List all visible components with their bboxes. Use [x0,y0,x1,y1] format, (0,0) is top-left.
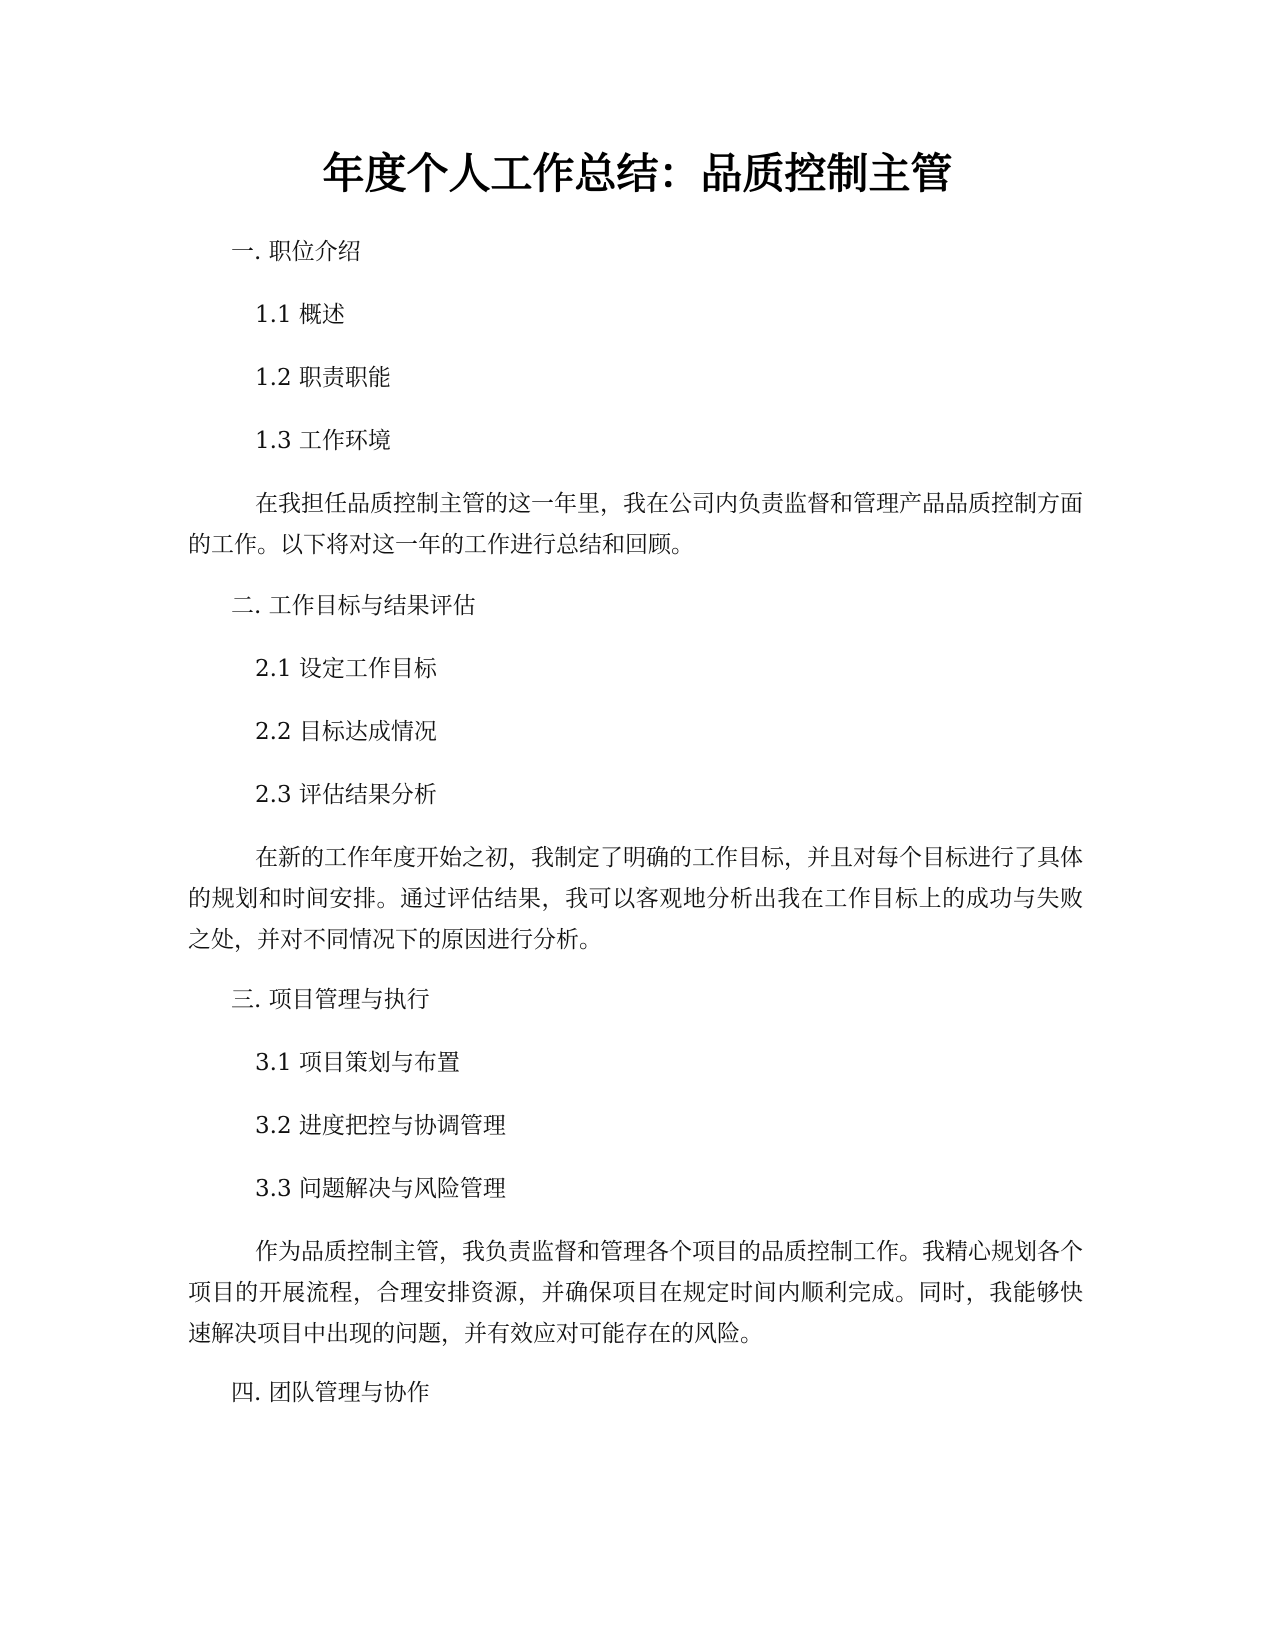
section-heading: 二. 工作目标与结果评估 [231,593,476,619]
subsection-heading: 2.3 评估结果分析 [255,782,437,808]
body-paragraph: 在新的工作年度开始之初，我制定了明确的工作目标，并且对每个目标进行了具体的规划和时间安排。通过评估结果，我可以客观地分析出我在工作目标上的成功与失败之处，并对不同情况下的原因进行分析。 [188,845,1083,953]
subsection-heading: 2.2 目标达成情况 [255,719,437,745]
section-heading: 一. 职位介绍 [231,239,361,265]
subsection-heading: 3.3 问题解决与风险管理 [255,1176,506,1202]
subsection-heading: 1.1 概述 [255,302,345,328]
subsection-heading: 3.2 进度把控与协调管理 [255,1113,506,1139]
body-paragraph: 在我担任品质控制主管的这一年里，我在公司内负责监督和管理产品品质控制方面的工作。以下将对这一年的工作进行总结和回顾。 [188,491,1083,558]
subsection-heading: 1.3 工作环境 [255,428,391,454]
section-heading: 四. 团队管理与协作 [231,1380,430,1406]
document-title: 年度个人工作总结：品质控制主管 [322,149,953,198]
subsection-heading: 1.2 职责职能 [255,365,391,391]
subsection-heading: 2.1 设定工作目标 [255,656,437,682]
body-paragraph: 作为品质控制主管，我负责监督和管理各个项目的品质控制工作。我精心规划各个项目的开展流程，合理安排资源，并确保项目在规定时间内顺利完成。同时，我能够快速解决项目中出现的问题，并有效应对可能存在的风险。 [188,1239,1083,1347]
section-heading: 三. 项目管理与执行 [231,987,430,1013]
subsection-heading: 3.1 项目策划与布置 [255,1050,460,1076]
